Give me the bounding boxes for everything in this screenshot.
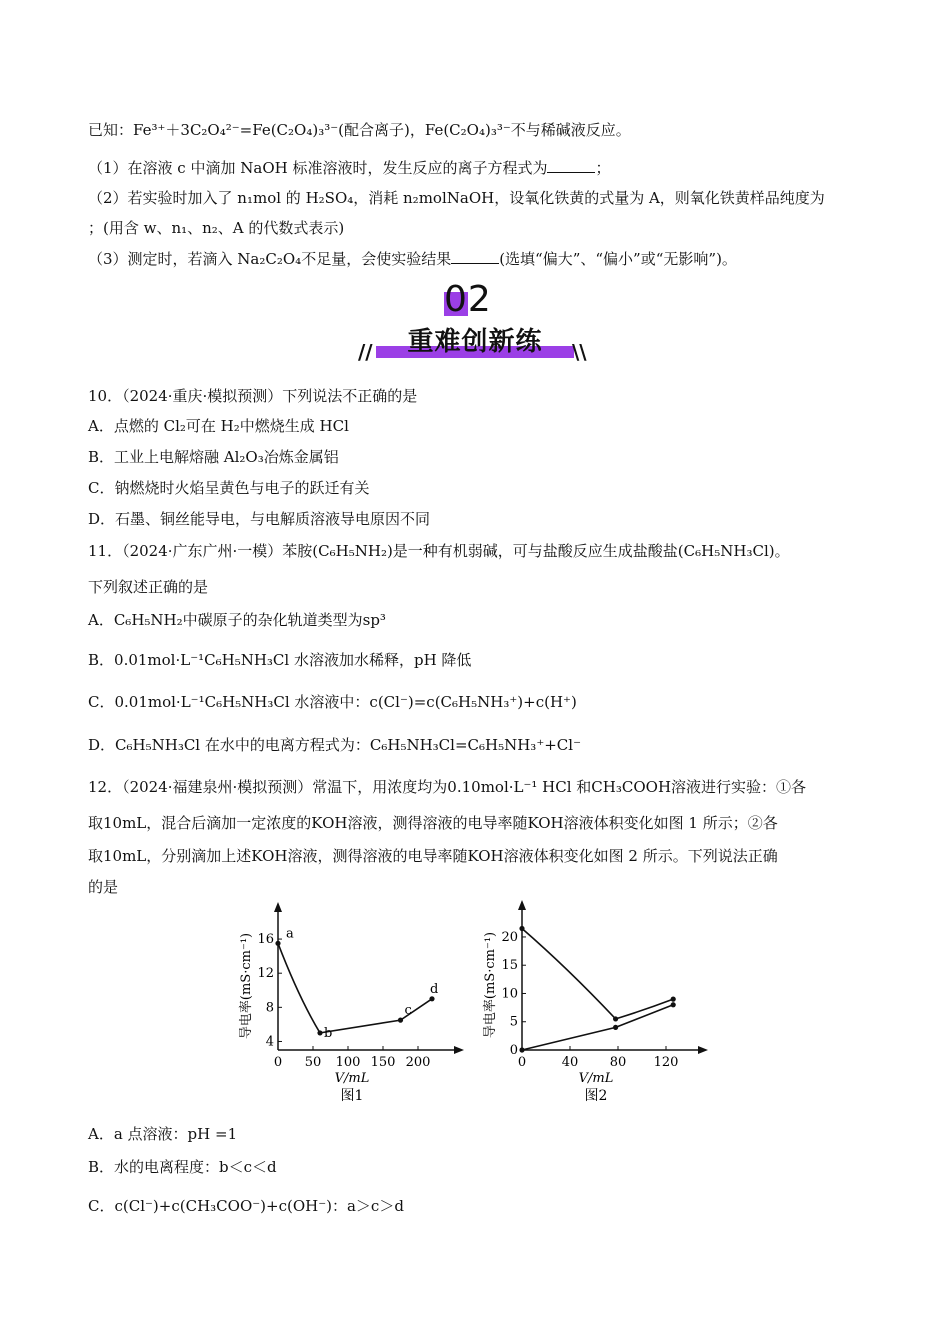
q9-3-text: （3）测定时，若滴入 Na₂C₂O₄不足量，会使实验结果 <box>88 250 452 268</box>
y-tick-label: 10 <box>501 986 518 1002</box>
data-point <box>398 1018 403 1023</box>
data-point <box>275 941 280 946</box>
point-label: b <box>324 1025 333 1041</box>
data-point <box>519 1047 524 1052</box>
data-point <box>429 996 434 1001</box>
y-tick-label: 5 <box>509 1014 518 1030</box>
x-tick-label: 50 <box>304 1055 322 1070</box>
q12-option-a: A．a 点溶液：pH =1 <box>88 1125 238 1143</box>
y-tick-label: 8 <box>265 1000 274 1016</box>
q9-3-end: (选填“偏大”、“偏小”或“无影响”)。 <box>499 250 737 268</box>
q11-option-c: C．0.01mol·L⁻¹C₆H₅NH₃Cl 水溶液中：c(Cl⁻)=c(C₆H₅NH₃⁺)+c(H⁺) <box>88 693 577 711</box>
data-point <box>613 1016 618 1021</box>
x-axis-arrow <box>698 1046 708 1054</box>
x-axis-arrow <box>454 1046 464 1054</box>
question-9-part-1 <box>88 158 610 178</box>
y-tick-label: 16 <box>257 932 274 948</box>
figure-2-chart <box>470 900 720 1120</box>
q10-option-d: D．石墨、铜丝能导电，与电解质溶液导电原因不同 <box>88 510 431 528</box>
data-point <box>519 926 524 931</box>
x-tick-label: 0 <box>273 1055 283 1070</box>
y-axis-arrow <box>518 900 526 910</box>
x-axis-label: V/mL <box>334 1071 370 1086</box>
point-label: d <box>430 981 439 997</box>
q11-option-a: A．C₆H₅NH₂中碳原子的杂化轨道类型为sp³ <box>88 611 386 629</box>
q12-option-b: B．水的电离程度：b＜c＜d <box>88 1158 277 1176</box>
series-line <box>522 1005 673 1050</box>
q12-stem-4: 的是 <box>88 878 119 896</box>
answer-blank <box>547 158 595 173</box>
q9-1-text: （1）在溶液 c 中滴加 NaOH 标准溶液时，发生反应的离子方程式为 <box>88 159 548 177</box>
x-tick-label: 150 <box>370 1055 396 1070</box>
known-condition: 已知：Fe³⁺＋3C₂O₄²⁻=Fe(C₂O₄)₃³⁻(配合离子)，Fe(C₂O₄)₃³⁻不与稀碱液反应。 <box>88 121 631 139</box>
y-axis-label: 导电率(mS·cm⁻¹) <box>483 931 498 1039</box>
q11-stem-1: 11．（2024·广东广州·一模）苯胺(C₆H₅NH₂)是一种有机弱碱，可与盐酸反应生成盐酸盐(C₆H₅NH₃Cl)。 <box>88 542 790 560</box>
x-tick-label: 120 <box>653 1055 679 1070</box>
section-number: 02 <box>444 279 492 320</box>
x-tick-label: 200 <box>405 1055 431 1070</box>
data-point <box>613 1025 618 1030</box>
x-tick-label: 40 <box>561 1055 579 1070</box>
chart-title: 图1 <box>340 1088 364 1104</box>
point-label: c <box>404 1003 412 1019</box>
q12-option-c: C．c(Cl⁻)+c(CH₃COO⁻)+c(OH⁻)：a＞c＞d <box>88 1197 404 1215</box>
y-tick-label: 4 <box>265 1034 274 1050</box>
section-title: 重难创新练 <box>376 326 574 360</box>
data-point <box>671 1002 676 1007</box>
q11-option-d: D．C₆H₅NH₃Cl 在水中的电离方程式为：C₆H₅NH₃Cl=C₆H₅NH₃⁺+Cl⁻ <box>88 736 582 754</box>
q12-stem-3: 取10mL，分别滴加上述KOH溶液，测得溶液的电导率随KOH溶液体积变化如图 2 所示。下列说法正确 <box>88 847 778 865</box>
q11-option-b: B．0.01mol·L⁻¹C₆H₅NH₃Cl 水溶液加水稀释，pH 降低 <box>88 651 472 669</box>
q10-option-c: C．钠燃烧时火焰呈黄色与电子的跃迁有关 <box>88 479 370 497</box>
chart-title: 图2 <box>584 1088 608 1104</box>
q10-option-a: A．点燃的 Cl₂可在 H₂中燃烧生成 HCl <box>88 417 349 435</box>
data-point <box>317 1030 322 1035</box>
x-tick-label: 0 <box>517 1055 527 1070</box>
data-point <box>671 997 676 1002</box>
figure-1-chart <box>230 900 470 1120</box>
point-label: a <box>286 926 294 942</box>
section-banner <box>0 280 950 370</box>
q10-stem: 10．（2024·重庆·模拟预测）下列说法不正确的是 <box>88 387 418 405</box>
series-line <box>278 943 432 1033</box>
y-tick-label: 15 <box>501 958 518 974</box>
y-axis-label: 导电率(mS·cm⁻¹) <box>239 932 254 1040</box>
question-9-part-2a: （2）若实验时加入了 n₁mol 的 H₂SO₄，消耗 n₂molNaOH，设氧化铁黄的式量为 A，则氧化铁黄样品纯度为 <box>88 189 825 207</box>
decor-slash-right: \\ <box>572 340 587 364</box>
x-tick-label: 80 <box>609 1055 627 1070</box>
q11-stem-2: 下列叙述正确的是 <box>88 578 209 596</box>
q9-1-end: ； <box>595 159 611 177</box>
q10-option-b: B．工业上电解熔融 Al₂O₃冶炼金属铝 <box>88 448 339 466</box>
question-9-part-2b: ；(用含 w、n₁、n₂、A 的代数式表示) <box>88 219 345 237</box>
x-axis-label: V/mL <box>578 1071 614 1086</box>
y-tick-label: 20 <box>501 929 518 945</box>
y-tick-label: 12 <box>257 966 274 982</box>
q12-stem-2: 取10mL，混合后滴加一定浓度的KOH溶液，测得溶液的电导率随KOH溶液体积变化如图 1 所示；②各 <box>88 814 778 832</box>
answer-blank <box>451 249 499 264</box>
question-9-part-3 <box>88 249 737 269</box>
y-axis-arrow <box>274 902 282 912</box>
series-line <box>522 928 673 1018</box>
x-tick-label: 100 <box>335 1055 361 1070</box>
y-tick-label: 0 <box>509 1043 518 1058</box>
q12-stem-1: 12．（2024·福建泉州·模拟预测）常温下，用浓度均为0.10mol·L⁻¹ HCl 和CH₃COOH溶液进行实验：①各 <box>88 778 807 796</box>
decor-slash-left: // <box>358 340 373 364</box>
